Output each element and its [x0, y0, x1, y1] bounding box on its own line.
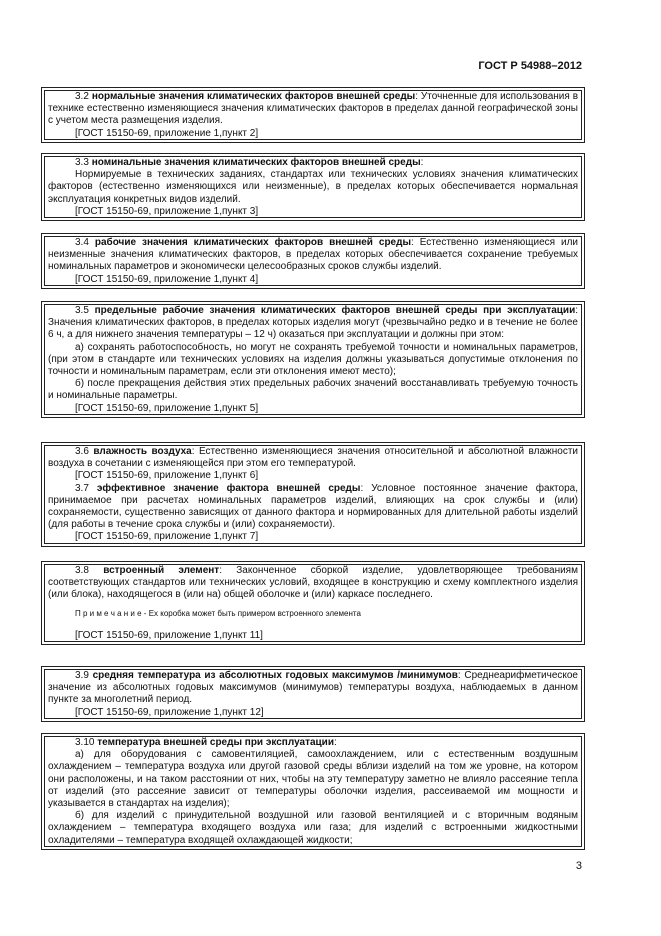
note: П р и м е ч а н и е - Ех коробка может быть примером встроенного элемента — [75, 608, 361, 618]
term: средняя температура из абсолютных годовых максимумов /минимумов — [92, 670, 458, 681]
item-b: б) для изделий с принудительной воздушной или газовой вентиляцией и с вторичным водяным охлаждением – температура входящего воздуха или газа; для изделий с встроенными жидкостными охладителями – температура входящей охлаждающей жидкости; — [48, 810, 578, 846]
definition-3-8: 3.8 встроенный элемент: Законченное сборкой изделие, удовлетворяющее требованиям соответствующих стандартов или технических условий, входящее в конструкцию и схему комплектного изделия (или блока), находящегося в (или на) общей оболочке и (или) каркасе последнего. — [48, 565, 578, 601]
definition-3-2: 3.2 нормальные значения климатических факторов внешней среды: Уточненные для использования в технике естественно изменяющиеся значения климатических факторов в пределах данной географической зоны с учетом места размещения изделия. — [48, 91, 579, 127]
definition-3-7: 3.7 эффективное значение фактора внешней среды: Условное постоянное значение фактора, принимаемое при расчетах номинальных параметров изделий, влияющих на срок службы и (или) сохраняемости, существенно зависящих от данного фактора и нормированных для длительной работы изделий (для работы в течение срока службы и (или) сохраняемости). — [48, 482, 578, 531]
reference: [ГОСТ 15150-69, приложение 1,пункт 11] — [75, 629, 263, 641]
document-id: ГОСТ Р 54988–2012 — [478, 60, 582, 72]
term: нормальные значения климатических факторов внешней среды — [91, 91, 416, 102]
section-3-8 — [41, 561, 585, 645]
reference: [ГОСТ 15150-69, приложение 1,пункт 5] — [75, 402, 259, 414]
reference: [ГОСТ 15150-69, приложение 1,пункт 7] — [75, 531, 259, 543]
section-3-5 — [41, 301, 585, 418]
section-3-9 — [41, 666, 585, 722]
term-line-3-10: 3.10 температура внешней среды при эксплуатации: — [75, 737, 337, 748]
reference: [ГОСТ 15150-69, приложение 1,пункт 12] — [75, 706, 264, 718]
term: предельные рабочие значения климатических факторов внешней среды при эксплуатации — [94, 305, 576, 316]
term: номинальные значения климатических факторов внешней среды — [91, 157, 421, 168]
section-3-6-3-7 — [41, 442, 585, 547]
section-3-10 — [41, 733, 585, 850]
item-a: а) для оборудования с самовентиляцией, самоохлаждением, или с естественным воздушным охлаждением – температура воздуха или другой газовой среды вблизи изделий на том же уровне, на котором они расположены, и на таком расстоянии от них, чтобы на эту температуру заметно не влияло рассеяние тепла от изделий (это рассеяние зависит от температуры оболочки изделия, рассеиваемой им мощности и указывается в стандартах на изделия); — [48, 749, 578, 810]
section-3-2 — [41, 87, 585, 143]
reference: [ГОСТ 15150-69, приложение 1,пункт 4] — [75, 273, 259, 285]
definition-3-5: 3.5 предельные рабочие значения климатических факторов внешней среды при эксплуатации: Значения климатических факторов, в пределах которых изделия могут (чрезвычайно редко и в течение не более 6 ч, а для нижнего значения температуры – 12 ч) оказаться при эксплуатации и должны при этом: — [48, 305, 578, 341]
reference: [ГОСТ 15150-69, приложение 1,пункт 3] — [75, 205, 259, 217]
term: встроенный элемент — [103, 565, 220, 576]
term: температура внешней среды при эксплуатации — [97, 737, 334, 748]
reference: [ГОСТ 15150-69, приложение 1,пункт 2] — [75, 127, 259, 139]
item-a: а) сохранять работоспособность, но могут не сохранять требуемой точности и номинальных параметров, (при этом в стандарте или технических условиях на изделия должны указываться допустимые отклонения по точности и номинальным параметрам, если эти отклонения имеют место); — [48, 341, 578, 378]
term-line-3-3: 3.3 номинальные значения климатических факторов внешней среды: — [75, 157, 424, 168]
term: рабочие значения климатических факторов внешней среды — [94, 237, 412, 248]
definition-3-4: 3.4 рабочие значения климатических факторов внешней среды: Естественно изменяющиеся или неизменные значения климатических факторов, в пределах которых обеспечивается сохранение требуемых номинальных параметров и экономически целесообразных сроков службы изделий. — [48, 237, 578, 273]
section-3-3 — [41, 153, 585, 221]
term: влажность воздуха — [93, 446, 192, 457]
definition-3-9: 3.9 средняя температура из абсолютных годовых максимумов /минимумов: Среднеарифметическое значение из абсолютных годовых максимумов (минимумов) температуры воздуха, наблюдаемых в данном пункте за многолетний период. — [48, 670, 578, 706]
term: эффективное значение фактора внешней среды — [96, 482, 361, 494]
item-b: б) после прекращения действия этих предельных рабочих значений восстанавливать требуемую точность и номинальные параметры. — [48, 378, 578, 402]
reference: [ГОСТ 15150-69, приложение 1,пункт 6] — [75, 470, 259, 482]
definition-3-6: 3.6 влажность воздуха: Естественно изменяющиеся значения относительной и абсолютной влажности воздуха в сочетании с изменяющейся при этом его температурой. — [48, 446, 578, 470]
page-number: 3 — [575, 860, 582, 872]
section-3-4 — [41, 233, 585, 289]
definition-3-3: Нормируемые в технических заданиях, стандартах или технических условиях значения климатических факторов (естественно изменяющихся или неизменные), в пределах которых обеспечивается нормальная эксплуатация конкретных видов изделий. — [48, 169, 578, 205]
